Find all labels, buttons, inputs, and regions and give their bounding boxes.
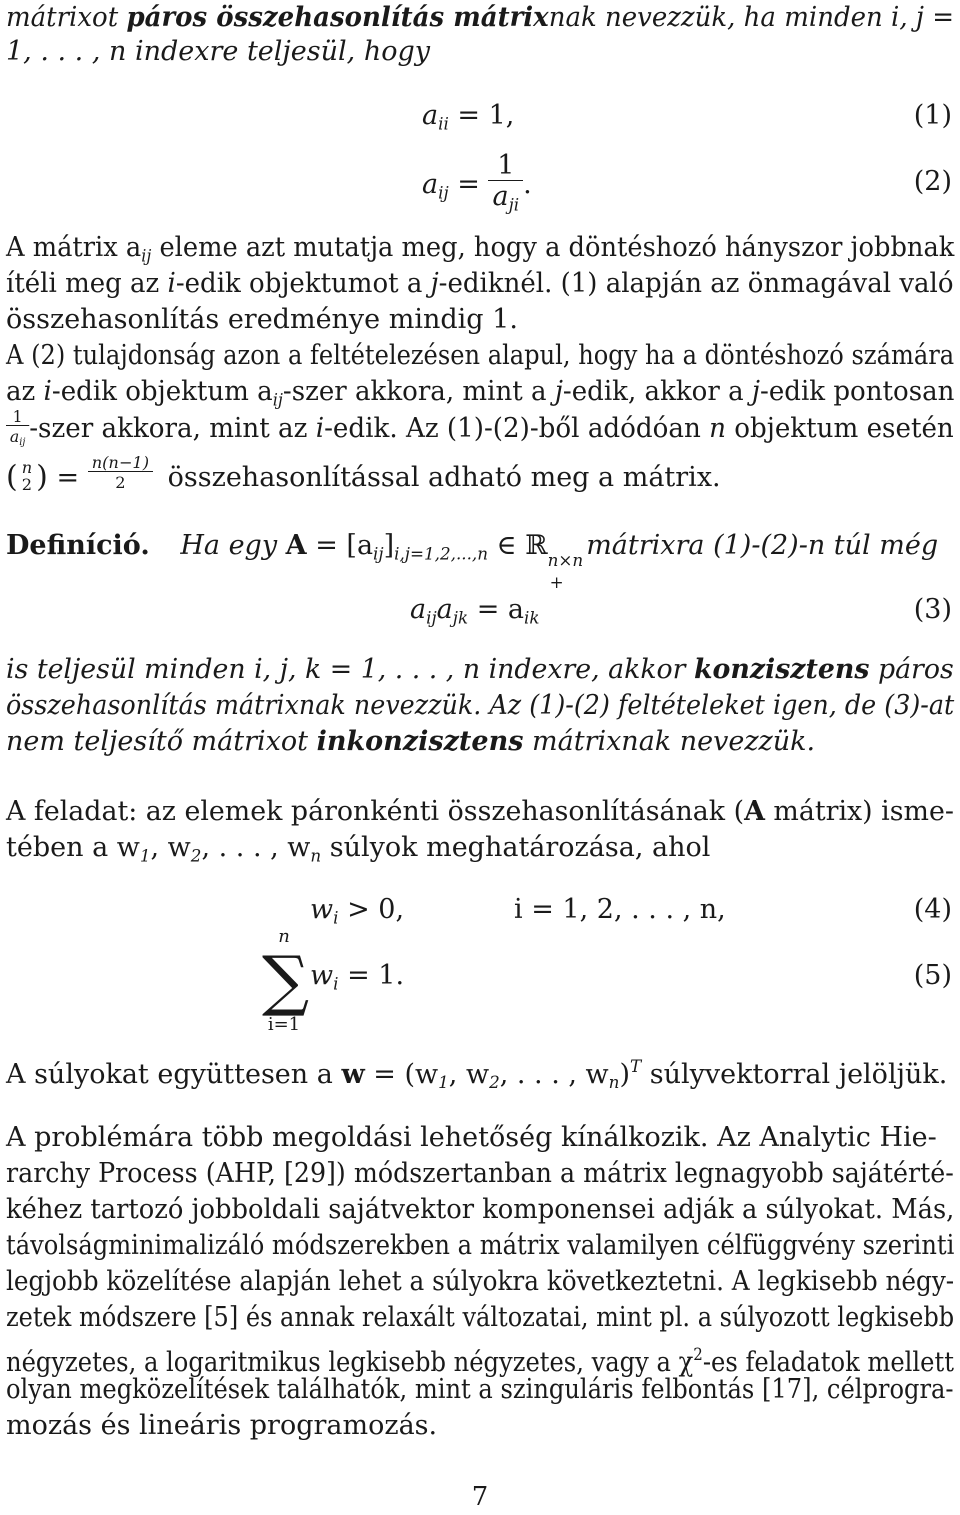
- equation-number: (4): [913, 894, 952, 925]
- equation-number: (2): [913, 166, 952, 197]
- para3-line-1: A feladat: az elemek páronkénti összehasonlításának (A mátrix) isme-: [6, 796, 954, 827]
- term-inconsistent: inkonzisztens: [316, 726, 524, 757]
- para3-line-2: tében a $w_1$, $w_2$, . . . , $w_n$ súlyok meghatározása, ahol: [6, 832, 711, 866]
- para1-line-4: A (2) tulajdonság azon a feltételezésen alapul, hogy ha a döntéshozó számára: [6, 340, 955, 371]
- para5-line-7: négyzetes, a logaritmikus legkisebb négyzetes, vagy a $\chi^2-es$ feladatok mellett: [6, 1344, 954, 1378]
- para1-line-1: A mátrix $a_{ij}$ eleme azt mutatja meg, hogy a döntéshozó hányszor jobbnak: [6, 232, 955, 266]
- definition-label: Definíció.: [6, 530, 150, 561]
- para2-line-3: nem teljesítő mátrixot inkonzisztens mátrixnak nevezzük.: [6, 726, 816, 757]
- intro-text: mátrixot: [6, 2, 127, 33]
- para1-line-7: ( n 2 ) = $\frac{n(n-1)}{2}$ összehasonlítással adható meg a mátrix.: [6, 453, 721, 495]
- equation-number: (5): [913, 960, 952, 991]
- fraction: $\frac{n(n-1)}{2}$: [88, 454, 153, 491]
- equation-2: $a_{ij}$ = $\frac{1}{a_{ji}}$ . (2): [6, 152, 954, 212]
- para5-line-9: mozás és lineáris programozás.: [6, 1410, 438, 1441]
- equation-number: (3): [913, 594, 952, 625]
- equation-number: (1): [913, 100, 952, 131]
- intro-line-2: 1, . . . , n indexre teljesül, hogy: [6, 36, 430, 67]
- binomial: (: [6, 459, 18, 495]
- para5-line-3: kéhez tartozó jobboldali sajátvektor komponensei adják a súlyokat. Más,: [6, 1194, 955, 1225]
- term-consistent: konzisztens: [693, 654, 870, 685]
- para5-line-2: rarchy Process (AHP, [29]) módszertanban a mátrix legnagyobb sajátérté-: [6, 1158, 954, 1189]
- equation-1: $a_{ii} = 1$, (1): [6, 96, 954, 136]
- para5-line-1: A problémára több megoldási lehetőség kínálkozik. Az Analytic Hie-: [6, 1122, 937, 1153]
- equation-5: n ∑ i=1 $w_i = 1$. (5): [262, 926, 952, 1035]
- para2-line-2: összehasonlítás mátrixnak nevezzük. Az (1)-(2) feltételeket igen, de (3)-at: [6, 690, 955, 721]
- equation-3: $a_{ij}a_{jk} = a_{ik}$ (3): [6, 590, 954, 630]
- para1-line-5: az i-edik objektum $a_{ij}$-szer akkora, mint a j-edik, akkor a j-edik pontosan: [6, 376, 955, 410]
- para5-line-5: legjobb közelítése alapján lehet a súlyokra következtetni. A legkisebb négy-: [6, 1266, 955, 1297]
- para5-line-6: zetek módszere [5] és annak relaxált változatai, mint pl. a súlyozott legkisebb: [6, 1302, 955, 1333]
- definition: Definíció. Ha egy $A = [a_{ij}]_{i,j=1,2,...,n}$ ∈ ℝ n×n + mátrixra (1)-(2)-n túl még: [6, 530, 939, 592]
- fraction: $\frac{1}{a_{ij}}$: [6, 408, 29, 451]
- intro-text: nak nevezzük, ha minden i, j =: [548, 2, 955, 33]
- para2-line-1: is teljesül minden i, j, k = 1, . . . , n indexre, akkor konzisztens páros: [6, 654, 954, 685]
- para4: A súlyokat együttesen a $w = (w_1$, $w_2$, . . . , $w_n)^T$ súlyvektorral jelöljük.: [6, 1056, 948, 1093]
- para1-line-6: $\frac{1}{a_{ij}}$ -szer akkora, mint az i-edik. Az (1)-(2)-ből adódóan n objektum esetén: [6, 408, 924, 451]
- term-pairwise-matrix: páros összehasonlítás mátrix: [126, 2, 549, 33]
- document-page: [6, 0, 954, 1515]
- para1-line-3: összehasonlítás eredménye mindig 1.: [6, 304, 518, 335]
- fraction: $\frac{1}{a_{ji}}$: [488, 152, 523, 219]
- equation-4: $w_i > 0$, i = 1, 2, . . . , n, (4): [6, 890, 954, 930]
- para5-line-8: olyan megközelítések találhatók, mint a szinguláris felbontás [17], célprogra-: [6, 1374, 954, 1405]
- page-number: 7: [471, 1482, 489, 1512]
- para1-line-2: ítéli meg az i-edik objektumot a j-ediknél. (1) alapján az önmagával való: [6, 268, 954, 299]
- summation: n ∑ i=1: [262, 926, 310, 1035]
- para5-line-4: távolságminimalizáló módszerekben a mátrix valamilyen célfüggvény szerinti: [6, 1230, 955, 1261]
- intro-line-1: [6, 0, 955, 36]
